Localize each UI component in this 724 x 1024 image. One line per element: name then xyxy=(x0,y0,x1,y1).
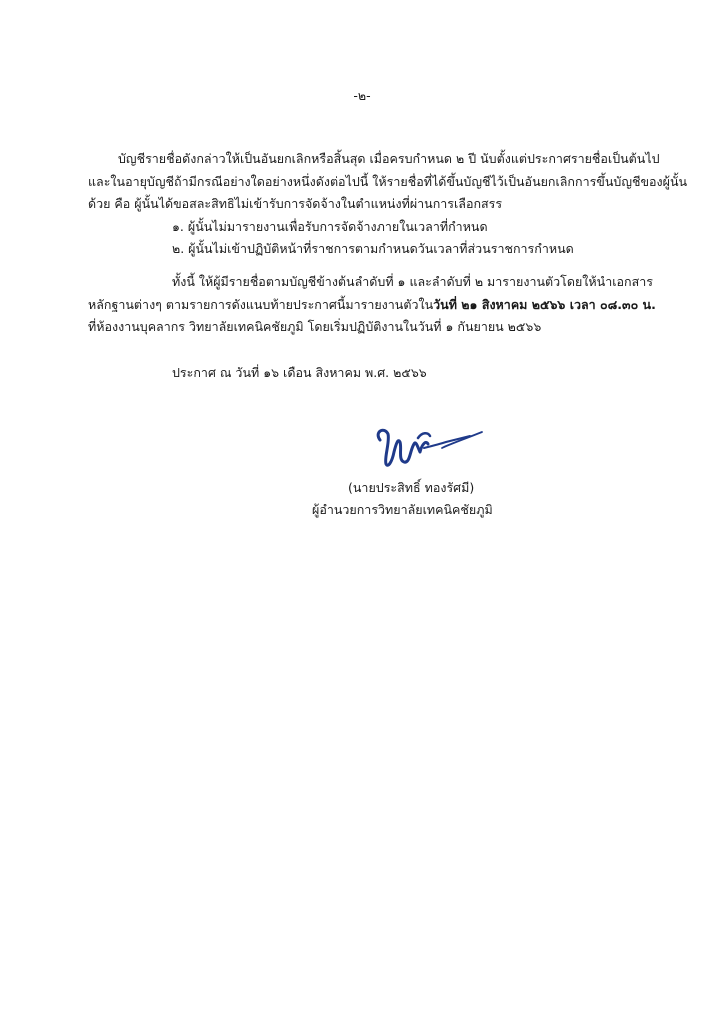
paragraph2-line3: ที่ห้องงานบุคลากร วิทยาลัยเทคนิคชัยภูมิ โดยเริ่มปฏิบัติงานในวันที่ ๑ กันยายน ๒๕๖๖ xyxy=(88,319,542,334)
signer-position: ผู้อำนวยการวิทยาลัยเทคนิคชัยภูมิ xyxy=(312,502,493,517)
condition-item-1: ๑. ผู้นั้นไม่มารายงานเพื่อรับการจัดจ้างภายในเวลาที่กำหนด xyxy=(172,219,488,234)
condition-item-2: ๒. ผู้นั้นไม่เข้าปฏิบัติหน้าที่ราชการตามกำหนดวันเวลาที่ส่วนราชการกำหนด xyxy=(172,241,574,256)
paragraph2-line2 xyxy=(88,296,656,314)
signature-image xyxy=(370,422,490,470)
signer-name: (นายประสิทธิ์ ทองรัศมี) xyxy=(348,480,475,495)
report-date-time: วันที่ ๒๑ สิงหาคม ๒๕๖๖ เวลา ๐๘.๓๐ น. xyxy=(433,297,656,312)
paragraph2-line2-text: หลักฐานต่างๆ ตามรายการดังแนบท้ายประกาศนี้มารายงานตัวใน xyxy=(88,297,434,312)
paragraph2-line1: ทั้งนี้ ให้ผู้มีรายชื่อตามบัญชีข้างต้นลำดับที่ ๑ และลำดับที่ ๒ มารายงานตัวโดยให้นำเอกสาร xyxy=(172,274,653,289)
page-number: -๒- xyxy=(353,88,371,103)
paragraph1-line2: และในอายุบัญชีถ้ามีกรณีอย่างใดอย่างหนึ่งดังต่อไปนี้ ให้รายชื่อที่ได้ขึ้นบัญชีไว้เป็นอันยกเลิกการขึ้นบัญชีของผู้นั้น xyxy=(88,174,688,189)
paragraph1-line1: บัญชีรายชื่อดังกล่าวให้เป็นอันยกเลิกหรือสิ้นสุด เมื่อครบกำหนด ๒ ปี นับตั้งแต่ประกาศรายชื่อเป็นต้นไป xyxy=(118,151,660,166)
announcement-date: ประกาศ ณ วันที่ ๑๖ เดือน สิงหาคม พ.ศ. ๒๕๖๖ xyxy=(172,365,427,380)
paragraph1-line3: ด้วย คือ ผู้นั้นได้ขอสละสิทธิไม่เข้ารับการจัดจ้างในตำแหน่งที่ผ่านการเลือกสรร xyxy=(88,196,503,211)
